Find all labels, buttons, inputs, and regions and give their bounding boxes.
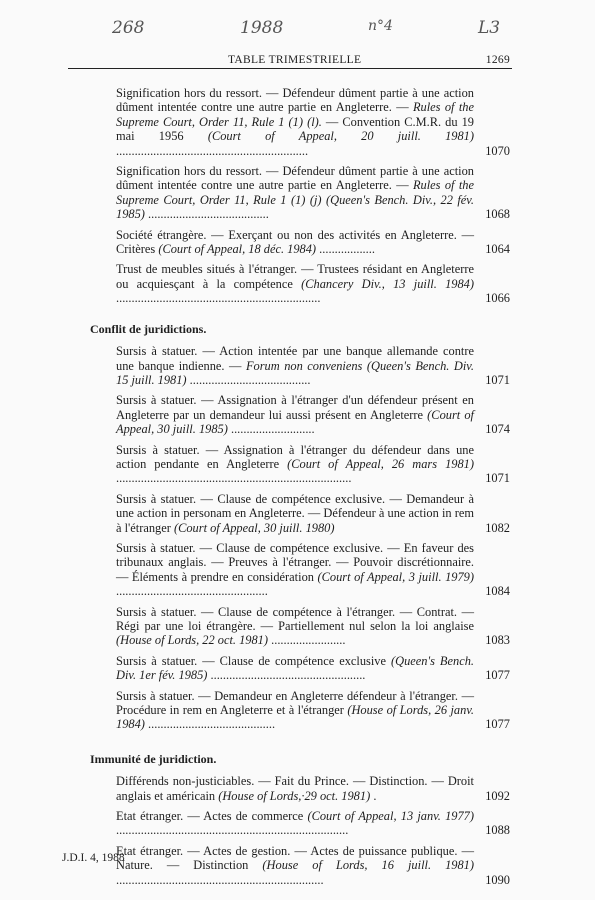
index-entry: Trust de meubles situés à l'étranger. — Trustees résidant en Angleterre ou acquiesçant à la compétence (Chancery Div., 13 juill. 1984) .................................................................. 1066 bbox=[116, 262, 510, 306]
index-content bbox=[90, 86, 512, 893]
entry-reference: Rules of the Supreme Court, Order 11, Rule 1 (1) (j) (Queen's Bench. Div., 22 fév. 1985) bbox=[116, 178, 475, 222]
running-header bbox=[68, 52, 512, 69]
entry-page-number: 1070 bbox=[485, 143, 510, 158]
entry-page-number: 1083 bbox=[485, 633, 510, 648]
entry-reference: (Court of Appeal, 26 mars 1981) bbox=[287, 456, 474, 471]
entry-reference: (Court of Appeal, 3 juill. 1979) bbox=[317, 569, 474, 584]
entry-page-number: 1066 bbox=[485, 291, 510, 306]
index-entry: Sursis à statuer. — Action intentée par une banque allemande contre une banque indienne. — Forum non conveniens (Queen's Bench. Div. 15 juill. 1981) ....................................... 1071 bbox=[116, 344, 510, 387]
entry-text: Sursis à statuer. — Demandeur en Angleterre défendeur à l'étranger. — Procédure in rem en Angleterre et à l'étranger bbox=[116, 688, 474, 718]
entry-text: — Convention C.M.R. du 19 mai 1956 bbox=[116, 114, 474, 144]
page-number: 1269 bbox=[485, 54, 510, 66]
handwritten-note-1: 268 bbox=[112, 18, 145, 38]
handwritten-note-2: 1988 bbox=[240, 18, 284, 38]
entry-page-number: 1077 bbox=[485, 717, 510, 732]
entry-reference: Rules of the Supreme Court, Order 11, Rule 1 (1) (l). bbox=[116, 100, 475, 129]
entry-page-number: 1077 bbox=[485, 668, 510, 683]
entry-text: Sursis à statuer. — Action intentée par une banque allemande contre une banque indienne. — bbox=[116, 344, 474, 373]
handwritten-note-4: L3 bbox=[478, 18, 501, 38]
entry-reference: (House of Lords,·29 oct. 1981) bbox=[218, 788, 371, 803]
entry-page-number: 1068 bbox=[485, 207, 510, 222]
entry-reference: (Court of Appeal, 18 déc. 1984) bbox=[158, 242, 317, 257]
entry-reference: (Court of Appeal, 30 juill. 1985) bbox=[116, 407, 474, 437]
entry-text: Différends non-justiciables. — Fait du Prince. — Distinction. — Droit anglais et américain bbox=[116, 774, 474, 803]
entry-text: Sursis à statuer. — Assignation à l'étranger du défendeur dans une action pendante en Angleterre bbox=[116, 442, 474, 471]
index-entry: Sursis à statuer. — Assignation à l'étranger du défendeur dans une action pendante en Angleterre (Court of Appeal, 26 mars 1981) ............................................................................ 1071 bbox=[116, 442, 510, 486]
entry-text: Signification hors du ressort. — Défendeur dûment partie à une action dûment intentée contre une autre partie en Angleterre. — bbox=[116, 164, 474, 193]
section-heading: Conflit de juridictions. bbox=[90, 321, 207, 336]
entry-page-number: 1074 bbox=[485, 422, 510, 437]
entry-text: Signification hors du ressort. — Défendeur dûment partie à une action dûment intentée contre une autre partie en Angleterre. — bbox=[116, 86, 474, 115]
handwritten-note-3: n°4 bbox=[368, 18, 393, 34]
footer-journal-reference: J.D.I. 4, 1988 bbox=[62, 852, 125, 864]
entry-page-number: 1088 bbox=[485, 823, 510, 838]
entry-reference: (Chancery Div., 13 juill. 1984) bbox=[301, 276, 474, 291]
entry-reference: (House of Lords, 16 juill. 1981) bbox=[262, 858, 475, 873]
entry-page-number: 1090 bbox=[485, 872, 510, 887]
entry-text: Etat étranger. — Actes de commerce bbox=[116, 809, 308, 824]
header-title: TABLE TRIMESTRIELLE bbox=[228, 54, 362, 66]
entry-page-number: 1084 bbox=[485, 584, 510, 599]
section-heading: Immunité de juridiction. bbox=[90, 751, 217, 766]
entry-reference: (House of Lords, 22 oct. 1981) bbox=[116, 633, 269, 648]
entry-reference: (Court of Appeal, 13 janv. 1977) bbox=[307, 809, 474, 824]
entry-text: Trust de meubles situés à l'étranger. — Trustees résidant en Angleterre ou acquiesçant à la compétence bbox=[116, 262, 474, 291]
entry-text: Sursis à statuer. — Clause de compétence à l'étranger. — Contrat. — Régi par une loi étrangère. — Partiellement nul selon la loi anglaise bbox=[116, 604, 474, 633]
index-entry: Société étrangère. — Exerçant ou non des activités en Angleterre. — Critères (Court of Appeal, 18 déc. 1984) .................. 1064 bbox=[116, 227, 510, 257]
entry-text: Etat étranger. — Actes de gestion. — Actes de puissance publique. — Nature. — Distinction bbox=[116, 843, 474, 873]
index-entry: Signification hors du ressort. — Défendeur dûment partie à une action dûment intentée contre une autre partie en Angleterre. — Rules of the Supreme Court, Order 11, Rule 1 (1) (j) (Queen's Bench. Div., 22 fév. 1985) ....................................... 1068 bbox=[116, 164, 510, 222]
entry-reference: (Queen's Bench. Div. 1er fév. 1985) bbox=[116, 653, 474, 683]
entry-page-number: 1064 bbox=[485, 242, 510, 257]
entry-text: Sursis à statuer. — Clause de compétence exclusive. — Demandeur à une action in personam en Angleterre. — Défendeur à une action in rem à l'étranger bbox=[116, 491, 474, 535]
index-entry: Sursis à statuer. — Clause de compétence à l'étranger. — Contrat. — Régi par une loi étrangère. — Partiellement nul selon la loi anglaise (House of Lords, 22 oct. 1981) ........................ 1083 bbox=[116, 604, 510, 648]
entry-page-number: 1071 bbox=[485, 372, 510, 387]
entry-reference: (Court of Appeal, 30 juill. 1980) bbox=[173, 520, 335, 535]
entry-text: Sursis à statuer. — Clause de compétence exclusive bbox=[116, 653, 391, 668]
entry-text: Société étrangère. — Exerçant ou non des activités en Angleterre. — Critères bbox=[116, 227, 474, 257]
index-entry: Signification hors du ressort. — Défendeur dûment partie à une action dûment intentée contre une autre partie en Angleterre. — Rules of the Supreme Court, Order 11, Rule 1 (1) (l). — Convention C.M.R. du 19 mai 1956 (Court of Appeal, 20 juill. 1981) .............................................................. 1070 bbox=[116, 86, 510, 158]
index-entry: Etat étranger. — Actes de commerce (Court of Appeal, 13 janv. 1977) ........................................................................... 1088 bbox=[116, 809, 510, 838]
index-entry: Différends non-justiciables. — Fait du Prince. — Distinction. — Droit anglais et américain (House of Lords,·29 oct. 1981) . 1092 bbox=[116, 774, 510, 803]
index-entry: Sursis à statuer. — Assignation à l'étranger d'un défendeur présent en Angleterre par un demandeur lui aussi présent en Angleterre (Court of Appeal, 30 juill. 1985) ........................... 1074 bbox=[116, 393, 510, 437]
index-entry: Etat étranger. — Actes de gestion. — Actes de puissance publique. — Nature. — Distinction (House of Lords, 16 juill. 1981) ................................................................... 1090 bbox=[116, 843, 510, 887]
index-entry: Sursis à statuer. — Clause de compétence exclusive (Queen's Bench. Div. 1er fév. 1985) .................................................. 1077 bbox=[116, 653, 510, 683]
index-entry: Sursis à statuer. — Clause de compétence exclusive. — En faveur des tribunaux anglais. — Preuves à l'étranger. — Pouvoir discrétionnaire. — Éléments à prendre en considération (Court of Appeal, 3 juill. 1979) ................................................. 1084 bbox=[116, 540, 510, 599]
entry-page-number: 1092 bbox=[485, 788, 510, 803]
entry-reference: (House of Lords, 26 janv. 1984) bbox=[116, 703, 474, 732]
index-entry bbox=[90, 492, 512, 535]
entry-page-number: 1082 bbox=[485, 520, 510, 535]
entry-text: Sursis à statuer. — Assignation à l'étranger d'un défendeur présent en Angleterre par un demandeur lui aussi présent en Angleterre bbox=[116, 393, 474, 422]
entry-page-number: 1071 bbox=[485, 471, 510, 486]
entry-reference: Forum non conveniens (Queen's Bench. Div. 15 juill. 1981) bbox=[116, 358, 474, 387]
entry-text: Sursis à statuer. — Clause de compétence exclusive. — En faveur des tribunaux anglais. — Preuves à l'étranger. — Pouvoir discrétionnaire. — Éléments à prendre en considération bbox=[116, 540, 474, 584]
entry-reference: (Court of Appeal, 20 juill. 1981) bbox=[207, 129, 474, 144]
index-entry: Sursis à statuer. — Demandeur en Angleterre défendeur à l'étranger. — Procédure in rem en Angleterre et à l'étranger (House of Lords, 26 janv. 1984) ......................................... 1077 bbox=[116, 688, 510, 732]
